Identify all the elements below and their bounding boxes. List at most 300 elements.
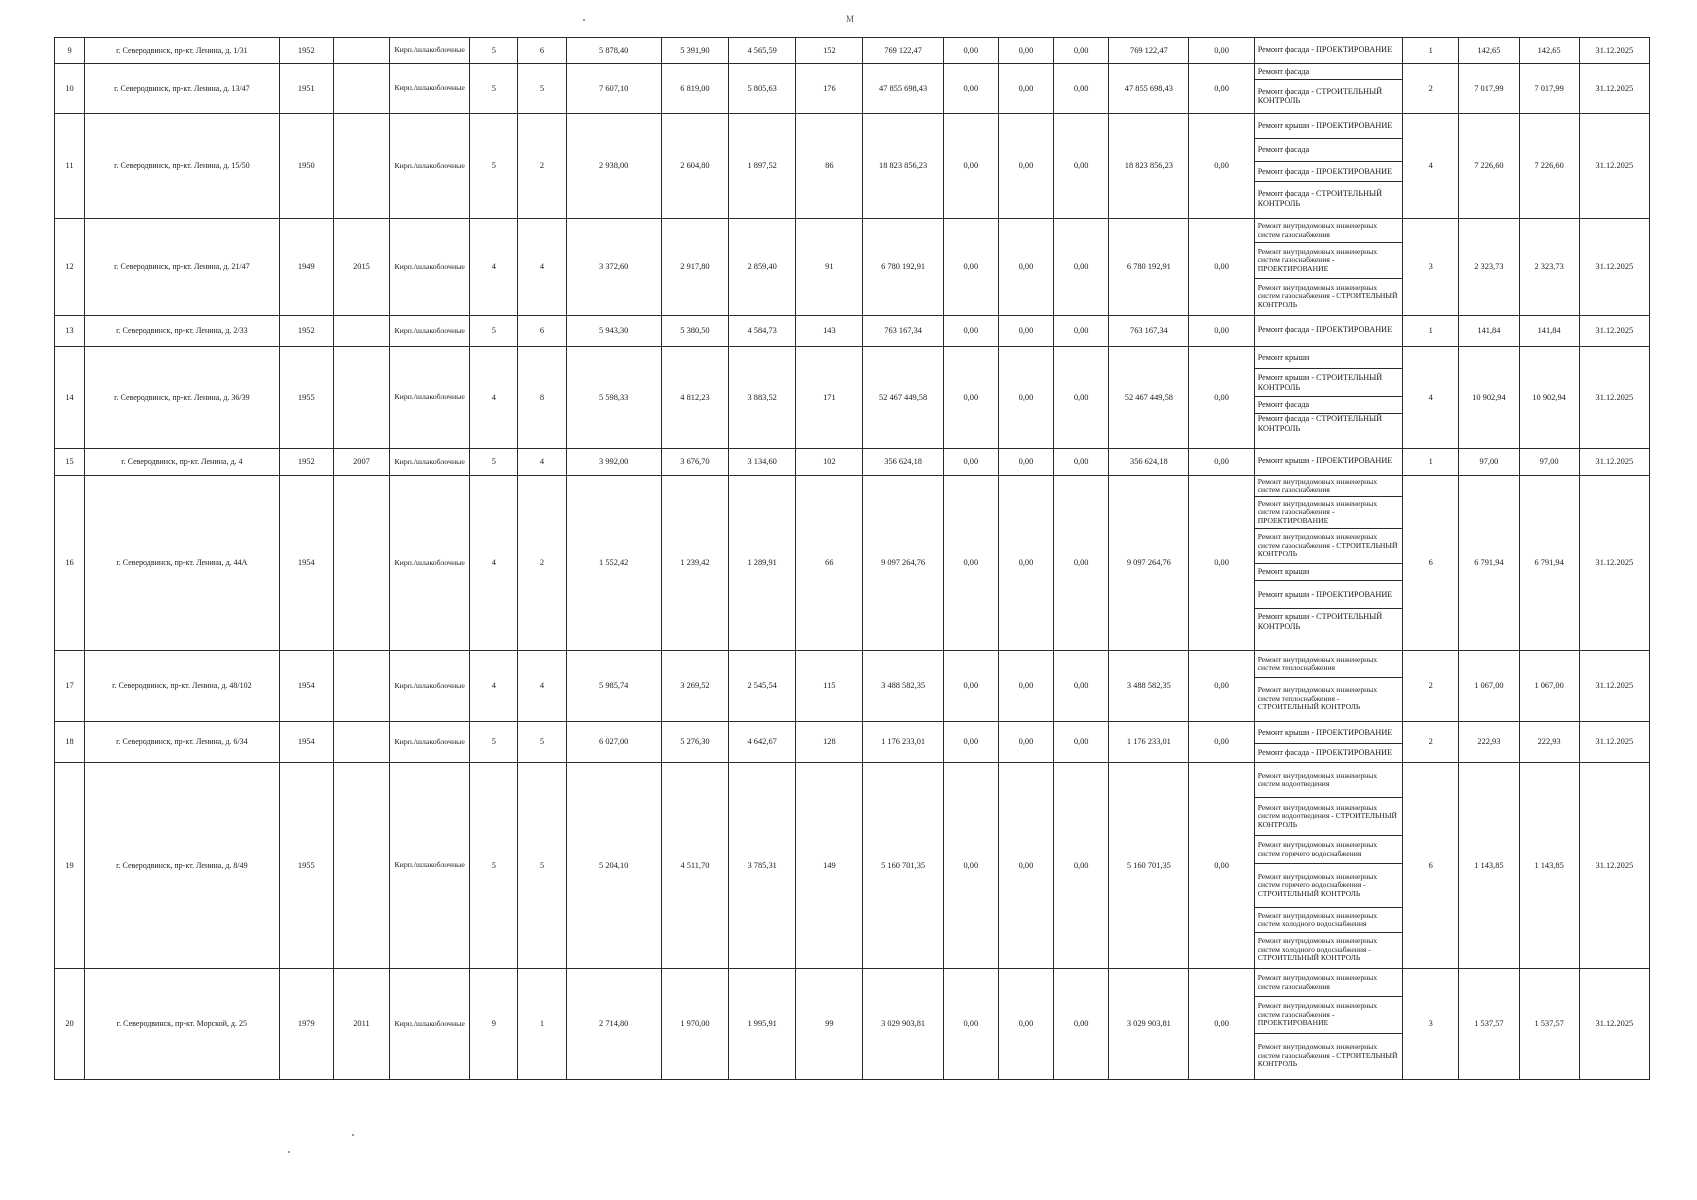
cell-area-total: 5 598,33 [566,347,661,449]
cell-area-own: 2 859,40 [729,219,796,316]
cell-no: 17 [55,651,85,722]
cell-year-built: 1952 [279,449,333,476]
cell-floors: 5 [470,763,518,969]
cell-year-overhaul [333,763,389,969]
cell-spec-cost: 1 067,00 [1459,651,1519,722]
cell-works [1254,316,1402,347]
work-item: Ремонт фасада [1255,139,1402,162]
work-item: Ремонт фасада [1255,64,1402,80]
cell-entrances: 5 [518,64,566,114]
table-row [55,722,1650,763]
cell-residents: 102 [796,449,863,476]
cell-limit-cost: 141,84 [1519,316,1579,347]
cell-year-overhaul [333,316,389,347]
cell-fund1: 0,00 [943,476,998,651]
cell-spec-cost: 6 791,94 [1459,476,1519,651]
cell-fund4: 6 780 192,91 [1109,219,1189,316]
table-body [55,38,1650,1080]
cell-limit-cost: 10 902,94 [1519,347,1579,449]
cell-fund5: 0,00 [1189,763,1254,969]
cell-fund4: 3 488 582,35 [1109,651,1189,722]
scan-speck [288,1151,290,1153]
cell-area-total: 5 878,40 [566,38,661,64]
cell-address: г. Северодвинск, пр-кт. Ленина, д. 2/33 [85,316,280,347]
cell-area-res: 4 812,23 [661,347,728,449]
cell-works [1254,114,1402,219]
cell-material: Кирп./шлакоблочные [390,316,470,347]
cell-works-count: 6 [1403,763,1459,969]
cell-year-overhaul [333,38,389,64]
cell-deadline: 31.12.2025 [1579,651,1649,722]
cell-works-count: 2 [1403,64,1459,114]
cell-fund5: 0,00 [1189,347,1254,449]
cell-year-built: 1952 [279,316,333,347]
cell-residents: 115 [796,651,863,722]
table-row [55,114,1650,219]
cell-area-own: 3 785,31 [729,763,796,969]
cell-fund3: 0,00 [1054,449,1109,476]
cell-cost-total: 763 167,34 [863,316,943,347]
cell-fund4: 1 176 233,01 [1109,722,1189,763]
cell-limit-cost: 1 537,57 [1519,969,1579,1080]
cell-floors: 4 [470,476,518,651]
work-item: Ремонт внутридомовых инженерных систем газоснабжения [1255,219,1402,243]
cell-area-total: 3 372,60 [566,219,661,316]
cell-fund2: 0,00 [998,219,1053,316]
cell-fund3: 0,00 [1054,347,1109,449]
cell-material: Кирп./шлакоблочные [390,347,470,449]
cell-year-overhaul [333,114,389,219]
cell-fund5: 0,00 [1189,38,1254,64]
cell-residents: 128 [796,722,863,763]
cell-material: Кирп./шлакоблочные [390,38,470,64]
cell-year-overhaul [333,476,389,651]
table-row [55,651,1650,722]
cell-fund1: 0,00 [943,449,998,476]
cell-floors: 5 [470,38,518,64]
cell-address: г. Северодвинск, пр-кт. Морской, д. 25 [85,969,280,1080]
cell-residents: 91 [796,219,863,316]
cell-entrances: 4 [518,449,566,476]
cell-entrances: 5 [518,722,566,763]
cell-area-total: 3 992,00 [566,449,661,476]
table-row [55,219,1650,316]
work-item: Ремонт внутридомовых инженерных систем водоотведения [1255,763,1402,798]
cell-fund1: 0,00 [943,763,998,969]
cell-works-count: 1 [1403,316,1459,347]
work-item: Ремонт внутридомовых инженерных систем газоснабжения - ПРОЕКТИРОВАНИЕ [1255,997,1402,1034]
cell-spec-cost: 1 537,57 [1459,969,1519,1080]
cell-fund4: 769 122,47 [1109,38,1189,64]
work-item: Ремонт внутридомовых инженерных систем теплоснабжения - СТРОИТЕЛЬНЫЙ КОНТРОЛЬ [1257,685,1378,712]
cell-floors: 9 [470,969,518,1080]
cell-fund3: 0,00 [1054,722,1109,763]
cell-floors: 4 [470,219,518,316]
cell-residents: 176 [796,64,863,114]
cell-no: 11 [55,114,85,219]
cell-cost-total: 1 176 233,01 [863,722,943,763]
cell-floors: 5 [470,64,518,114]
cell-year-overhaul: 2015 [333,219,389,316]
cell-works-count: 1 [1403,38,1459,64]
cell-fund1: 0,00 [943,969,998,1080]
work-item: Ремонт внутридомовых инженерных систем горячего водоснабжения [1255,836,1402,864]
cell-year-built: 1955 [279,347,333,449]
cell-fund1: 0,00 [943,64,998,114]
cell-year-built: 1954 [279,476,333,651]
cell-area-res: 1 239,42 [661,476,728,651]
work-item: Ремонт фасада - СТРОИТЕЛЬНЫЙ КОНТРОЛЬ [1257,414,1383,433]
cell-area-own: 1 289,91 [729,476,796,651]
cell-fund2: 0,00 [998,114,1053,219]
cell-fund4: 3 029 903,81 [1109,969,1189,1080]
cell-fund3: 0,00 [1054,651,1109,722]
cell-year-built: 1954 [279,651,333,722]
cell-area-own: 2 545,54 [729,651,796,722]
cell-area-own: 5 805,63 [729,64,796,114]
cell-fund4: 356 624,18 [1109,449,1189,476]
cell-fund2: 0,00 [998,722,1053,763]
cell-fund2: 0,00 [998,316,1053,347]
cell-year-built: 1951 [279,64,333,114]
table-row [55,316,1650,347]
cell-works-count: 1 [1403,449,1459,476]
cell-area-res: 3 676,70 [661,449,728,476]
cell-entrances: 4 [518,651,566,722]
cell-area-total: 6 027,00 [566,722,661,763]
cell-fund1: 0,00 [943,219,998,316]
cell-fund5: 0,00 [1189,651,1254,722]
cell-deadline: 31.12.2025 [1579,64,1649,114]
cell-year-built: 1949 [279,219,333,316]
cell-fund2: 0,00 [998,449,1053,476]
buildings-table [54,37,1650,1080]
cell-fund3: 0,00 [1054,476,1109,651]
cell-deadline: 31.12.2025 [1579,316,1649,347]
cell-entrances: 6 [518,38,566,64]
work-item: Ремонт внутридомовых инженерных систем газоснабжения [1255,476,1402,497]
cell-no: 16 [55,476,85,651]
cell-year-built: 1955 [279,763,333,969]
cell-fund1: 0,00 [943,114,998,219]
cell-area-res: 3 269,52 [661,651,728,722]
cell-area-res: 2 917,80 [661,219,728,316]
cell-material: Кирп./шлакоблочные [390,476,470,651]
cell-fund4: 5 160 701,35 [1109,763,1189,969]
cell-no: 13 [55,316,85,347]
table-row [55,449,1650,476]
work-item: Ремонт крыши - ПРОЕКТИРОВАНИЕ [1255,114,1402,139]
page-mark: М [846,14,855,24]
cell-works-count: 4 [1403,114,1459,219]
table-row [55,476,1650,651]
cell-address: г. Северодвинск, пр-кт. Ленина, д. 1/31 [85,38,280,64]
cell-works-count: 3 [1403,969,1459,1080]
cell-works-count: 2 [1403,722,1459,763]
cell-residents: 86 [796,114,863,219]
cell-material: Кирп./шлакоблочные [390,114,470,219]
work-item: Ремонт фасада - ПРОЕКТИРОВАНИЕ [1257,45,1393,55]
cell-works-count: 6 [1403,476,1459,651]
cell-spec-cost: 97,00 [1459,449,1519,476]
work-item: Ремонт внутридомовых инженерных систем горячего водоснабжения - СТРОИТЕЛЬНЫЙ КОНТРОЛЬ [1255,864,1402,908]
cell-material: Кирп./шлакоблочные [390,64,470,114]
cell-fund4: 9 097 264,76 [1109,476,1189,651]
table-row [55,64,1650,114]
cell-spec-cost: 1 143,85 [1459,763,1519,969]
work-item: Ремонт фасада [1255,397,1402,414]
cell-deadline: 31.12.2025 [1579,722,1649,763]
scan-speck [352,1134,354,1136]
cell-residents: 152 [796,38,863,64]
cell-fund5: 0,00 [1189,64,1254,114]
work-item: Ремонт внутридомовых инженерных систем водоотведения - СТРОИТЕЛЬНЫЙ КОНТРОЛЬ [1255,798,1402,836]
work-item: Ремонт фасада - СТРОИТЕЛЬНЫЙ КОНТРОЛЬ [1257,189,1383,208]
work-item: Ремонт внутридомовых инженерных систем холодного водоснабжения - СТРОИТЕЛЬНЫЙ КОНТРОЛЬ [1257,936,1378,963]
cell-works [1254,449,1402,476]
cell-year-built: 1954 [279,722,333,763]
cell-fund4: 763 167,34 [1109,316,1189,347]
cell-area-total: 7 607,10 [566,64,661,114]
cell-fund2: 0,00 [998,763,1053,969]
cell-deadline: 31.12.2025 [1579,476,1649,651]
cell-cost-total: 356 624,18 [863,449,943,476]
cell-fund5: 0,00 [1189,316,1254,347]
cell-area-res: 4 511,70 [661,763,728,969]
cell-area-total: 2 938,00 [566,114,661,219]
cell-year-built: 1950 [279,114,333,219]
cell-limit-cost: 97,00 [1519,449,1579,476]
cell-spec-cost: 10 902,94 [1459,347,1519,449]
cell-year-overhaul: 2007 [333,449,389,476]
cell-limit-cost: 1 067,00 [1519,651,1579,722]
table-row [55,969,1650,1080]
cell-spec-cost: 7 017,99 [1459,64,1519,114]
cell-area-res: 6 819,00 [661,64,728,114]
cell-fund2: 0,00 [998,476,1053,651]
cell-works [1254,763,1402,969]
cell-limit-cost: 7 226,60 [1519,114,1579,219]
cell-year-built: 1979 [279,969,333,1080]
cell-material: Кирп./шлакоблочные [390,651,470,722]
cell-area-total: 5 204,10 [566,763,661,969]
cell-entrances: 1 [518,969,566,1080]
cell-area-own: 1 995,91 [729,969,796,1080]
work-item: Ремонт внутридомовых инженерных систем газоснабжения - СТРОИТЕЛЬНЫЙ КОНТРОЛЬ [1255,529,1402,564]
cell-spec-cost: 2 323,73 [1459,219,1519,316]
cell-no: 12 [55,219,85,316]
cell-deadline: 31.12.2025 [1579,763,1649,969]
cell-limit-cost: 222,93 [1519,722,1579,763]
cell-residents: 171 [796,347,863,449]
cell-works [1254,347,1402,449]
cell-entrances: 6 [518,316,566,347]
cell-entrances: 8 [518,347,566,449]
cell-entrances: 4 [518,219,566,316]
cell-limit-cost: 2 323,73 [1519,219,1579,316]
cell-cost-total: 5 160 701,35 [863,763,943,969]
cell-works-count: 3 [1403,219,1459,316]
cell-floors: 5 [470,316,518,347]
cell-fund2: 0,00 [998,64,1053,114]
work-item: Ремонт крыши - ПРОЕКТИРОВАНИЕ [1257,456,1393,466]
cell-cost-total: 6 780 192,91 [863,219,943,316]
cell-deadline: 31.12.2025 [1579,449,1649,476]
cell-fund5: 0,00 [1189,449,1254,476]
work-item: Ремонт внутридомовых инженерных систем холодного водоснабжения [1255,908,1402,933]
cell-works [1254,38,1402,64]
cell-works-count: 4 [1403,347,1459,449]
cell-residents: 66 [796,476,863,651]
cell-area-res: 1 970,00 [661,969,728,1080]
cell-no: 18 [55,722,85,763]
cell-no: 9 [55,38,85,64]
cell-address: г. Северодвинск, пр-кт. Ленина, д. 36/39 [85,347,280,449]
cell-residents: 149 [796,763,863,969]
cell-limit-cost: 1 143,85 [1519,763,1579,969]
cell-works-count: 2 [1403,651,1459,722]
cell-fund1: 0,00 [943,38,998,64]
cell-spec-cost: 7 226,60 [1459,114,1519,219]
cell-works [1254,219,1402,316]
work-item: Ремонт крыши - СТРОИТЕЛЬНЫЙ КОНТРОЛЬ [1257,612,1383,631]
table-row [55,347,1650,449]
cell-address: г. Северодвинск, пр-кт. Ленина, д. 21/47 [85,219,280,316]
cell-fund5: 0,00 [1189,722,1254,763]
cell-year-built: 1952 [279,38,333,64]
cell-no: 19 [55,763,85,969]
cell-area-total: 5 985,74 [566,651,661,722]
cell-fund3: 0,00 [1054,969,1109,1080]
cell-fund4: 47 855 698,43 [1109,64,1189,114]
cell-material: Кирп./шлакоблочные [390,763,470,969]
cell-entrances: 2 [518,476,566,651]
cell-deadline: 31.12.2025 [1579,219,1649,316]
work-item: Ремонт внутридомовых инженерных систем газоснабжения - СТРОИТЕЛЬНЫЙ КОНТРОЛЬ [1257,282,1398,309]
cell-spec-cost: 142,65 [1459,38,1519,64]
cell-area-own: 4 642,67 [729,722,796,763]
cell-cost-total: 47 855 698,43 [863,64,943,114]
work-item: Ремонт внутридомовых инженерных систем теплоснабжения [1255,651,1402,678]
cell-fund1: 0,00 [943,651,998,722]
cell-works [1254,969,1402,1080]
cell-fund1: 0,00 [943,347,998,449]
scan-speck [583,19,585,21]
cell-cost-total: 3 029 903,81 [863,969,943,1080]
cell-cost-total: 18 823 856,23 [863,114,943,219]
cell-material: Кирп./шлакоблочные [390,219,470,316]
cell-cost-total: 9 097 264,76 [863,476,943,651]
cell-address: г. Северодвинск, пр-кт. Ленина, д. 15/50 [85,114,280,219]
cell-floors: 5 [470,449,518,476]
cell-limit-cost: 7 017,99 [1519,64,1579,114]
work-item: Ремонт внутридомовых инженерных систем газоснабжения - СТРОИТЕЛЬНЫЙ КОНТРОЛЬ [1257,1042,1398,1069]
cell-no: 15 [55,449,85,476]
cell-area-own: 4 565,59 [729,38,796,64]
cell-limit-cost: 6 791,94 [1519,476,1579,651]
cell-area-res: 2 604,80 [661,114,728,219]
cell-fund3: 0,00 [1054,219,1109,316]
cell-fund5: 0,00 [1189,219,1254,316]
cell-area-total: 2 714,80 [566,969,661,1080]
cell-fund3: 0,00 [1054,763,1109,969]
cell-year-overhaul [333,64,389,114]
cell-spec-cost: 141,84 [1459,316,1519,347]
cell-residents: 99 [796,969,863,1080]
cell-area-total: 5 943,30 [566,316,661,347]
cell-fund2: 0,00 [998,38,1053,64]
cell-address: г. Северодвинск, пр-кт. Ленина, д. 48/102 [85,651,280,722]
cell-area-own: 3 883,52 [729,347,796,449]
cell-works [1254,64,1402,114]
cell-fund2: 0,00 [998,651,1053,722]
cell-area-own: 3 134,60 [729,449,796,476]
cell-area-own: 1 897,52 [729,114,796,219]
work-item: Ремонт фасада - ПРОЕКТИРОВАНИЕ [1255,162,1402,182]
cell-fund4: 52 467 449,58 [1109,347,1189,449]
cell-works [1254,651,1402,722]
cell-no: 14 [55,347,85,449]
cell-fund5: 0,00 [1189,969,1254,1080]
cell-area-res: 5 391,90 [661,38,728,64]
cell-works [1254,722,1402,763]
cell-entrances: 2 [518,114,566,219]
cell-fund4: 18 823 856,23 [1109,114,1189,219]
cell-floors: 5 [470,114,518,219]
cell-floors: 4 [470,347,518,449]
cell-floors: 5 [470,722,518,763]
cell-fund3: 0,00 [1054,114,1109,219]
cell-area-own: 4 584,73 [729,316,796,347]
cell-area-res: 5 276,30 [661,722,728,763]
cell-year-overhaul [333,651,389,722]
work-item: Ремонт крыши - ПРОЕКТИРОВАНИЕ [1255,722,1402,744]
cell-spec-cost: 222,93 [1459,722,1519,763]
work-item: Ремонт фасада - СТРОИТЕЛЬНЫЙ КОНТРОЛЬ [1257,86,1383,105]
cell-fund5: 0,00 [1189,476,1254,651]
work-item: Ремонт крыши - СТРОИТЕЛЬНЫЙ КОНТРОЛЬ [1255,369,1402,397]
cell-limit-cost: 142,65 [1519,38,1579,64]
cell-deadline: 31.12.2025 [1579,38,1649,64]
cell-area-total: 1 552,42 [566,476,661,651]
cell-cost-total: 3 488 582,35 [863,651,943,722]
cell-address: г. Северодвинск, пр-кт. Ленина, д. 4 [85,449,280,476]
work-item: Ремонт крыши - ПРОЕКТИРОВАНИЕ [1255,581,1402,609]
cell-no: 10 [55,64,85,114]
cell-fund2: 0,00 [998,347,1053,449]
cell-deadline: 31.12.2025 [1579,114,1649,219]
cell-fund2: 0,00 [998,969,1053,1080]
work-item: Ремонт внутридомовых инженерных систем газоснабжения - ПРОЕКТИРОВАНИЕ [1255,243,1402,279]
cell-fund3: 0,00 [1054,316,1109,347]
cell-address: г. Северодвинск, пр-кт. Ленина, д. 13/47 [85,64,280,114]
cell-entrances: 5 [518,763,566,969]
cell-year-overhaul: 2011 [333,969,389,1080]
cell-material: Кирп./шлакоблочные [390,722,470,763]
cell-no: 20 [55,969,85,1080]
cell-deadline: 31.12.2025 [1579,969,1649,1080]
cell-fund3: 0,00 [1054,64,1109,114]
cell-year-overhaul [333,722,389,763]
cell-cost-total: 769 122,47 [863,38,943,64]
cell-fund1: 0,00 [943,316,998,347]
cell-address: г. Северодвинск, пр-кт. Ленина, д. 6/34 [85,722,280,763]
cell-deadline: 31.12.2025 [1579,347,1649,449]
cell-cost-total: 52 467 449,58 [863,347,943,449]
table-row [55,763,1650,969]
cell-material: Кирп./шлакоблочные [390,969,470,1080]
table-row [55,38,1650,64]
